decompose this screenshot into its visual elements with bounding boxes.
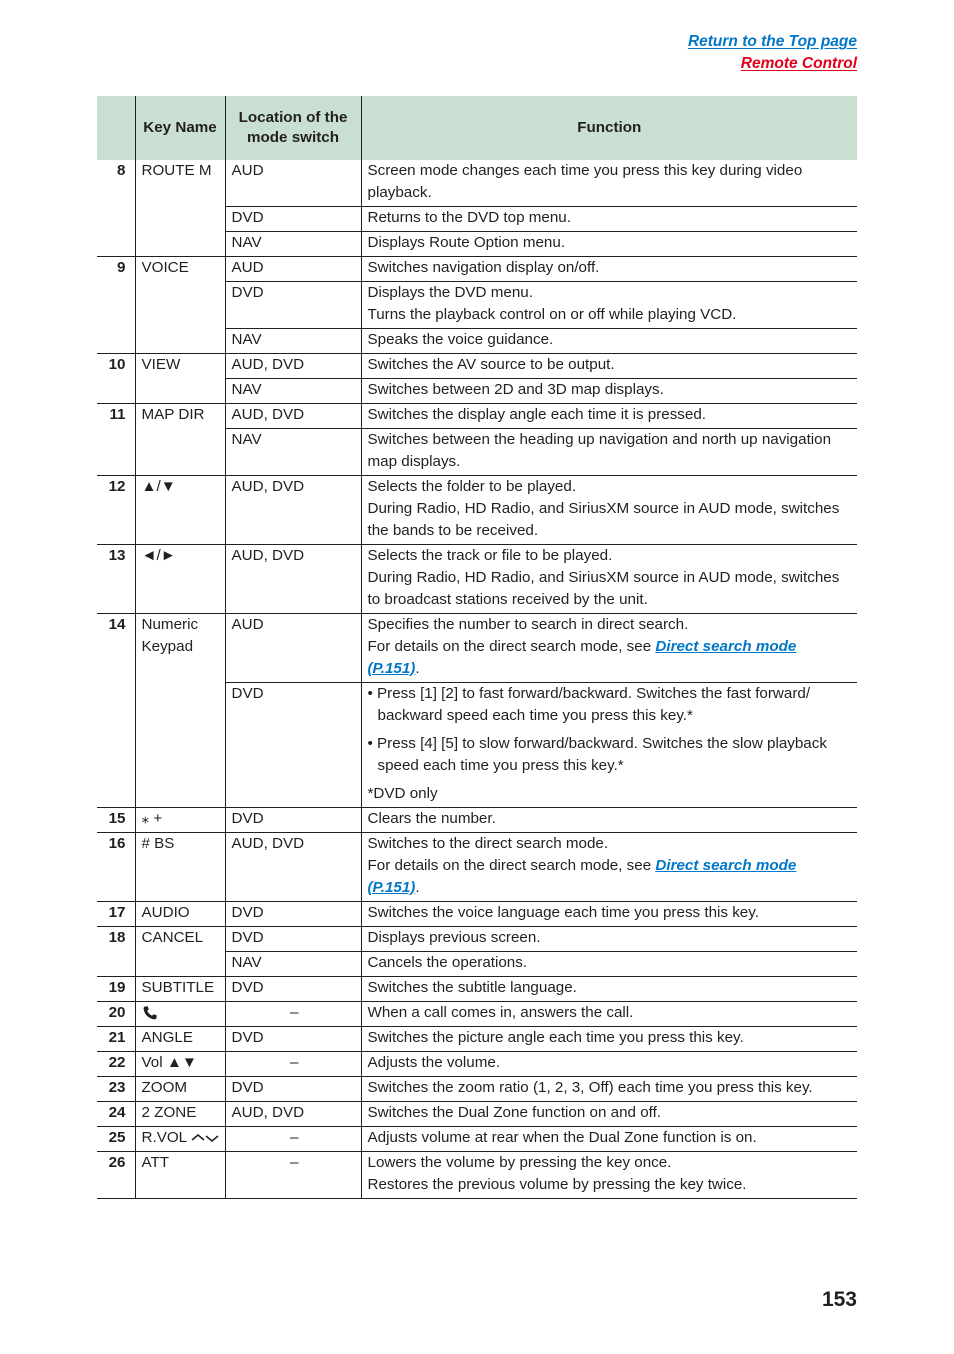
period: . xyxy=(415,879,420,896)
mode-switch: AUD, DVD xyxy=(225,404,361,429)
up-down-chevron-icon xyxy=(191,1131,219,1145)
function-line: Selects the folder to be played. xyxy=(367,478,577,495)
key-name: CANCEL xyxy=(135,927,225,977)
mode-switch: DVD xyxy=(225,927,361,952)
mode-switch: – xyxy=(225,1127,361,1152)
key-name xyxy=(135,1127,225,1152)
table-row xyxy=(97,1152,857,1199)
key-name: ⁎ + xyxy=(135,808,225,833)
key-name: ◄/► xyxy=(135,545,225,614)
key-name: SUBTITLE xyxy=(135,977,225,1002)
function-text: Clears the number. xyxy=(361,808,857,833)
mode-switch: DVD xyxy=(225,1027,361,1052)
function-text xyxy=(361,614,857,683)
table-header-row xyxy=(97,96,857,160)
direct-search-mode-link[interactable]: Direct search mode (P.151) xyxy=(367,638,797,677)
function-text: Adjusts the volume. xyxy=(361,1052,857,1077)
table-row xyxy=(97,354,857,379)
key-name: Vol ▲▼ xyxy=(135,1052,225,1077)
function-line: For details on the direct search mode, see xyxy=(367,638,656,655)
mode-switch: – xyxy=(225,1052,361,1077)
row-number: 10 xyxy=(97,354,135,404)
bullet-item: • Press [4] [5] to slow forward/backward. Switches the slow playback speed each time you press this key.* xyxy=(367,735,827,774)
key-name: VIEW xyxy=(135,354,225,404)
row-number: 12 xyxy=(97,476,135,545)
function-text: Switches between the heading up navigation and north up navigation map displays. xyxy=(361,429,857,476)
remote-control-link[interactable]: Remote Control xyxy=(740,55,857,72)
mode-switch: DVD xyxy=(225,207,361,232)
mode-switch: AUD xyxy=(225,614,361,683)
key-name: # BS xyxy=(135,833,225,902)
row-number: 20 xyxy=(97,1002,135,1027)
key-name: ZOOM xyxy=(135,1077,225,1102)
function-text: Adjusts volume at rear when the Dual Zone function is on. xyxy=(361,1127,857,1152)
mode-switch: DVD xyxy=(225,683,361,808)
function-text: Switches the display angle each time it is pressed. xyxy=(361,404,857,429)
row-number: 13 xyxy=(97,545,135,614)
function-text: Speaks the voice guidance. xyxy=(361,329,857,354)
function-text: Switches between 2D and 3D map displays. xyxy=(361,379,857,404)
key-name: ANGLE xyxy=(135,1027,225,1052)
key-label: R.VOL xyxy=(141,1129,187,1146)
bullet-item: • Press [1] [2] to fast forward/backward. Switches the fast forward/ backward speed each time you press this key.* xyxy=(367,685,811,724)
header-function: Function xyxy=(361,96,857,160)
key-name: ATT xyxy=(135,1152,225,1199)
key-name: ROUTE M xyxy=(135,160,225,257)
table-row xyxy=(97,902,857,927)
mode-switch: DVD xyxy=(225,977,361,1002)
function-line: Restores the previous volume by pressing the key twice. xyxy=(367,1176,747,1193)
table-row xyxy=(97,1052,857,1077)
function-text: Displays Route Option menu. xyxy=(361,232,857,257)
function-text xyxy=(361,476,857,545)
mode-switch: AUD xyxy=(225,257,361,282)
header-location: Location of the mode switch xyxy=(225,96,361,160)
mode-switch: DVD xyxy=(225,902,361,927)
mode-switch: NAV xyxy=(225,429,361,476)
table-row xyxy=(97,1127,857,1152)
mode-switch: DVD xyxy=(225,808,361,833)
row-number: 11 xyxy=(97,404,135,476)
function-line: During Radio, HD Radio, and SiriusXM source in AUD mode, switches the bands to be received. xyxy=(367,500,840,539)
function-text: Switches the AV source to be output. xyxy=(361,354,857,379)
table-row xyxy=(97,614,857,683)
function-text: Switches the zoom ratio (1, 2, 3, Off) each time you press this key. xyxy=(361,1077,857,1102)
table-row xyxy=(97,257,857,282)
row-number: 19 xyxy=(97,977,135,1002)
row-number: 25 xyxy=(97,1127,135,1152)
function-text: When a call comes in, answers the call. xyxy=(361,1002,857,1027)
function-line: Turns the playback control on or off while playing VCD. xyxy=(367,306,737,323)
function-line: Lowers the volume by pressing the key once. xyxy=(367,1154,672,1171)
key-name: AUDIO xyxy=(135,902,225,927)
function-line: Displays the DVD menu. xyxy=(367,284,533,301)
row-number: 14 xyxy=(97,614,135,808)
function-text xyxy=(361,545,857,614)
key-name: 2 ZONE xyxy=(135,1102,225,1127)
footnote: *DVD only xyxy=(367,785,438,802)
mode-switch: DVD xyxy=(225,1077,361,1102)
function-text xyxy=(361,282,857,329)
table-row xyxy=(97,833,857,902)
mode-switch: NAV xyxy=(225,232,361,257)
header-number xyxy=(97,96,135,160)
table-row xyxy=(97,1102,857,1127)
header-key-name: Key Name xyxy=(135,96,225,160)
mode-switch: NAV xyxy=(225,329,361,354)
row-number: 22 xyxy=(97,1052,135,1077)
key-name: Numeric Keypad xyxy=(135,614,225,808)
mode-switch: DVD xyxy=(225,282,361,329)
header-links xyxy=(688,31,857,75)
function-text: Switches navigation display on/off. xyxy=(361,257,857,282)
period: . xyxy=(415,660,420,677)
table-row xyxy=(97,476,857,545)
function-text xyxy=(361,683,857,808)
function-text: Screen mode changes each time you press this key during video playback. xyxy=(361,160,857,207)
mode-switch: AUD, DVD xyxy=(225,833,361,902)
key-name: ▲/▼ xyxy=(135,476,225,545)
mode-switch: AUD, DVD xyxy=(225,476,361,545)
key-name: VOICE xyxy=(135,257,225,354)
row-number: 16 xyxy=(97,833,135,902)
return-top-link[interactable]: Return to the Top page xyxy=(687,33,857,50)
function-text xyxy=(361,1152,857,1199)
table-row xyxy=(97,927,857,952)
mode-switch: AUD, DVD xyxy=(225,545,361,614)
mode-switch: AUD xyxy=(225,160,361,207)
row-number: 8 xyxy=(117,162,126,179)
function-text: Switches the picture angle each time you press this key. xyxy=(361,1027,857,1052)
function-text xyxy=(361,833,857,902)
row-number: 26 xyxy=(97,1152,135,1199)
remote-keys-table xyxy=(97,96,857,1199)
function-text: Switches the voice language each time you press this key. xyxy=(361,902,857,927)
row-number: 21 xyxy=(97,1027,135,1052)
mode-switch: NAV xyxy=(225,952,361,977)
table-row xyxy=(97,1002,857,1027)
function-line: During Radio, HD Radio, and SiriusXM source in AUD mode, switches to broadcast stations received by the unit. xyxy=(367,569,840,608)
function-text: Switches the Dual Zone function on and off. xyxy=(361,1102,857,1127)
row-number: 23 xyxy=(97,1077,135,1102)
table-row xyxy=(97,1027,857,1052)
function-line: For details on the direct search mode, see xyxy=(367,857,656,874)
row-number: 9 xyxy=(97,257,135,354)
phone-icon xyxy=(142,1005,158,1021)
mode-switch: – xyxy=(225,1152,361,1199)
table-row xyxy=(97,545,857,614)
table-row xyxy=(97,808,857,833)
key-name xyxy=(135,1002,225,1027)
function-text: Returns to the DVD top menu. xyxy=(361,207,857,232)
row-number: 18 xyxy=(97,927,135,977)
table-row xyxy=(97,404,857,429)
row-number: 15 xyxy=(97,808,135,833)
key-name: MAP DIR xyxy=(135,404,225,476)
mode-switch: – xyxy=(225,1002,361,1027)
function-text: Displays previous screen. xyxy=(361,927,857,952)
row-number: 24 xyxy=(97,1102,135,1127)
function-text: Switches the subtitle language. xyxy=(361,977,857,1002)
mode-switch: NAV xyxy=(225,379,361,404)
mode-switch: AUD, DVD xyxy=(225,1102,361,1127)
direct-search-mode-link[interactable]: Direct search mode (P.151) xyxy=(367,857,797,896)
table-row xyxy=(97,977,857,1002)
function-line: Switches to the direct search mode. xyxy=(367,835,609,852)
function-line: Selects the track or file to be played. xyxy=(367,547,613,564)
function-text: Cancels the operations. xyxy=(361,952,857,977)
table-row xyxy=(97,160,857,207)
page-number: 153 xyxy=(821,1288,857,1311)
table-row xyxy=(97,1077,857,1102)
row-number: 17 xyxy=(97,902,135,927)
mode-switch: AUD, DVD xyxy=(225,354,361,379)
function-line: Specifies the number to search in direct search. xyxy=(367,616,689,633)
